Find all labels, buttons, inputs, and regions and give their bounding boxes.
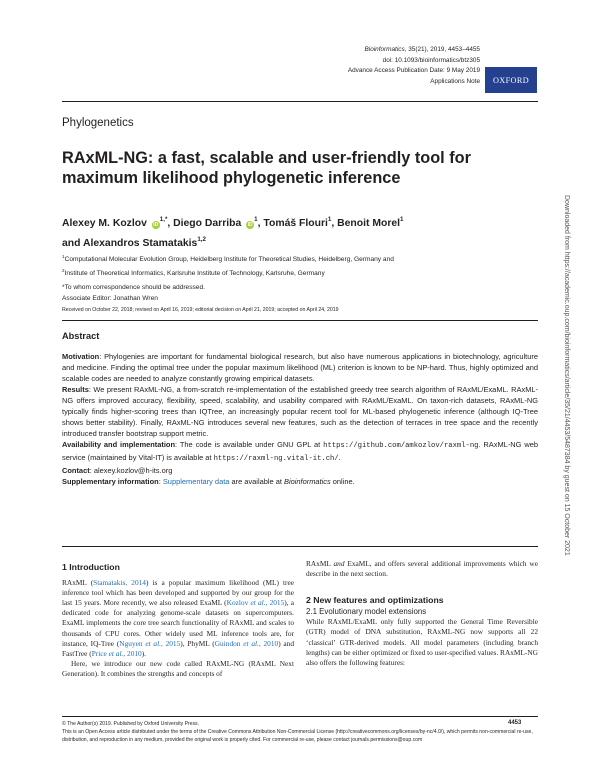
article-title: RAxML-NG: a fast, scalable and user-friendly tool for maximum likelihood phylogenetic inference [62, 149, 471, 188]
abstract-heading: Abstract [62, 331, 100, 341]
body-left-column [62, 562, 294, 679]
orcid-icon[interactable]: iD [153, 222, 159, 228]
author-stamatakis[interactable]: Alexandros Stamatakis$^{1,2}$ [82, 236, 206, 249]
oxford-logo-text: OXFORD [492, 75, 530, 85]
author-darriba[interactable]: Diego Darriba $iD^1$ [173, 216, 258, 229]
github-link[interactable]: https://github.com/amkozlov/raxml-ng [323, 442, 479, 450]
author-flouri[interactable]: Tomáš Flouri$^1$ [263, 216, 332, 229]
introduction-paragraph-1: RAxML (Stamatakis, 2014) is a popular maximum likelihood (ML) tree inference tool which has been developed and supported by our group for the last 15 years. More recently, we also released ExaML (Kozlov et al., 2015), a dedicated code for analyzing genome-scale datasets on supercomputers. ExaML implements the core tree search functionality of RAxML and scales to thousands of CPU cores. Other widely used ML inference tools are, for instance, IQ-Tree (Nguyen et al., 2015), PhyML (Guindon et al., 2010) and FastTree (Price et al., 2010). [62, 578, 295, 658]
journal-citation-line [180, 45, 480, 56]
cite-stamatakis-2014[interactable]: Stamatakis, 2014 [93, 578, 146, 588]
introduction-heading: 1 Introduction [62, 562, 120, 572]
introduction-paragraph-continued: RAxML and ExaML, and offers several additional improvements which we describe in the next section. [306, 559, 538, 579]
cite-price-2010[interactable]: Price et al., 2010 [91, 648, 142, 658]
affiliation-1: $^1$Computational Molecular Evolution Group, Heidelberg Institute for Theoretical Studies, Heidelberg, Germany and [62, 254, 394, 263]
affiliations [62, 252, 542, 279]
introduction-paragraph-2: Here, we introduce our new code called RAxML-NG (RAxML Next Generation). It combines the strengths and concepts of [62, 658, 294, 678]
cite-kozlov-2015[interactable]: Kozlov et al., 2015 [226, 598, 285, 608]
webservice-link[interactable]: https://raxml-ng.vital-it.ch/ [213, 455, 339, 463]
abstract [62, 331, 538, 487]
models-paragraph: While RAxML/ExaML only fully supported the General Time Reversible (GTR) model of DNA substitution, RAxML-NG now supports all 22 ‘classical’ GTR-derived models. All model parameters (including branch lengths) can be either optimized or fixed to user-specified values. RAxML-NG also offers the following features: [306, 617, 538, 667]
cite-guindon-2010[interactable]: Guindon et al., 2010 [214, 638, 279, 648]
abstract-motivation: Motivation: Phylogenies are important for fundamental biological research, but also have numerous applications in biotechnology, agriculture and medicine. Finding the optimal tree under the popular maximum likelihood (ML) criterion is known to be NP-hard. Thus, highly optimized and scalable codes are needed to analyze constantly growing empirical datasets. [62, 352, 538, 383]
license-text: This is an Open Access article distributed under the terms of the Creative Commons Attribution Non-Commercial License (http://creativecommons.org/licenses/by-nc/4.0/), which permits non-commercial re-use, distribution, and reproduction in any medium, provided the original work is properly cited. For commercial re-use, please contact journals.permissions@oup.com [62, 729, 533, 744]
doi[interactable]: doi: 10.1093/bioinformatics/btz305 [382, 56, 480, 64]
author-morel[interactable]: Benoit Morel$^1$ [337, 216, 404, 229]
abstract-contact: Contact: alexey.kozlov@h-its.org [62, 466, 173, 475]
header-rule [62, 101, 538, 102]
footer-rule [62, 716, 538, 717]
page-number: 4453 [508, 720, 522, 726]
orcid-icon[interactable]: iD [247, 222, 253, 228]
copyright-line: © The Author(s) 2019. Published by Oxford University Press. [62, 721, 200, 727]
abstract-top-rule [62, 320, 538, 321]
article-type: Applications Note [430, 77, 480, 85]
author-list: Alexey M. Kozlov $iD^{1,*}$, Diego Darriba $iD^1$, Tomáš Flouri$^1$, Benoit Morel$^1$ and Alexandros Stamatakis$^{1,2}$ [62, 216, 404, 249]
new-features-heading: 2 New features and optimizations [306, 595, 444, 606]
author-kozlov[interactable]: Alexey M. Kozlov $iD^{1,*}$ [62, 216, 168, 229]
abstract-results: Results: We present RAxML-NG, a from-scratch re-implementation of the established greedy tree search algorithm of RAxML/ExaML. RAxML-NG offers improved accuracy, flexibility, speed, scalability, and usability compared with RAxML/ExaML. On taxon-rich datasets, RAxML-NG typically finds higher-scoring trees than IQTree, an increasingly popular recent tool for ML-based phylogenetic inference (although IQ-Tree shows better stability). Finally, RAxML-NG introduces several new features, such as the detection of terraces in tree space and the recently introduced transfer bootstrap support metric. [62, 385, 538, 438]
abstract-availability: Availability and implementation: The code is available under GNU GPL at https://github.com/amkozlov/raxml-ng. RAxML-NG web service (maintained by Vital-IT) is available at https://raxml-ng.vital-it.ch/. [62, 440, 539, 463]
received-dates: Received on October 22, 2018; revised on April 16, 2019; editorial decision on April 21, 2019; accepted on April 24, 2019 [62, 307, 339, 313]
download-watermark: Downloaded from https://academic.oup.com/bioinformatics/article/35/21/4453/5487384 by guest on 15 October 2021 [563, 195, 570, 556]
journal-header [180, 45, 480, 87]
correspondence-note: *To whom correspondence should be addressed. [62, 284, 205, 291]
section-label: Phylogenetics [62, 117, 134, 129]
supplementary-data-link[interactable]: Supplementary data [162, 477, 230, 486]
journal-name: Bioinformatics [364, 46, 405, 53]
affiliation-2: $^2$Institute of Theoretical Informatics, Karlsruhe Institute of Technology, Karlsruhe, Germany [62, 267, 325, 277]
journal-citation: , 35(21), 2019, 4453–4455 [404, 46, 480, 53]
oxford-logo[interactable] [485, 67, 537, 93]
evolutionary-models-subheading: 2.1 Evolutionary model extensions [306, 607, 427, 617]
cite-nguyen-2015[interactable]: Nguyen et al., 2015 [119, 638, 181, 648]
abstract-supplementary: Supplementary information: Supplementary data are available at Bioinformatics online. [62, 477, 355, 486]
body-right-column [306, 559, 538, 668]
contact-email[interactable]: : alexey.kozlov@h-its.org [89, 466, 173, 475]
advance-access-date: Advance Access Publication Date: 9 May 2019 [347, 67, 480, 75]
associate-editor: Associate Editor: Jonathan Wren [62, 294, 158, 302]
footer [62, 720, 538, 745]
abstract-bottom-rule [62, 546, 538, 547]
author-notes [62, 283, 542, 304]
